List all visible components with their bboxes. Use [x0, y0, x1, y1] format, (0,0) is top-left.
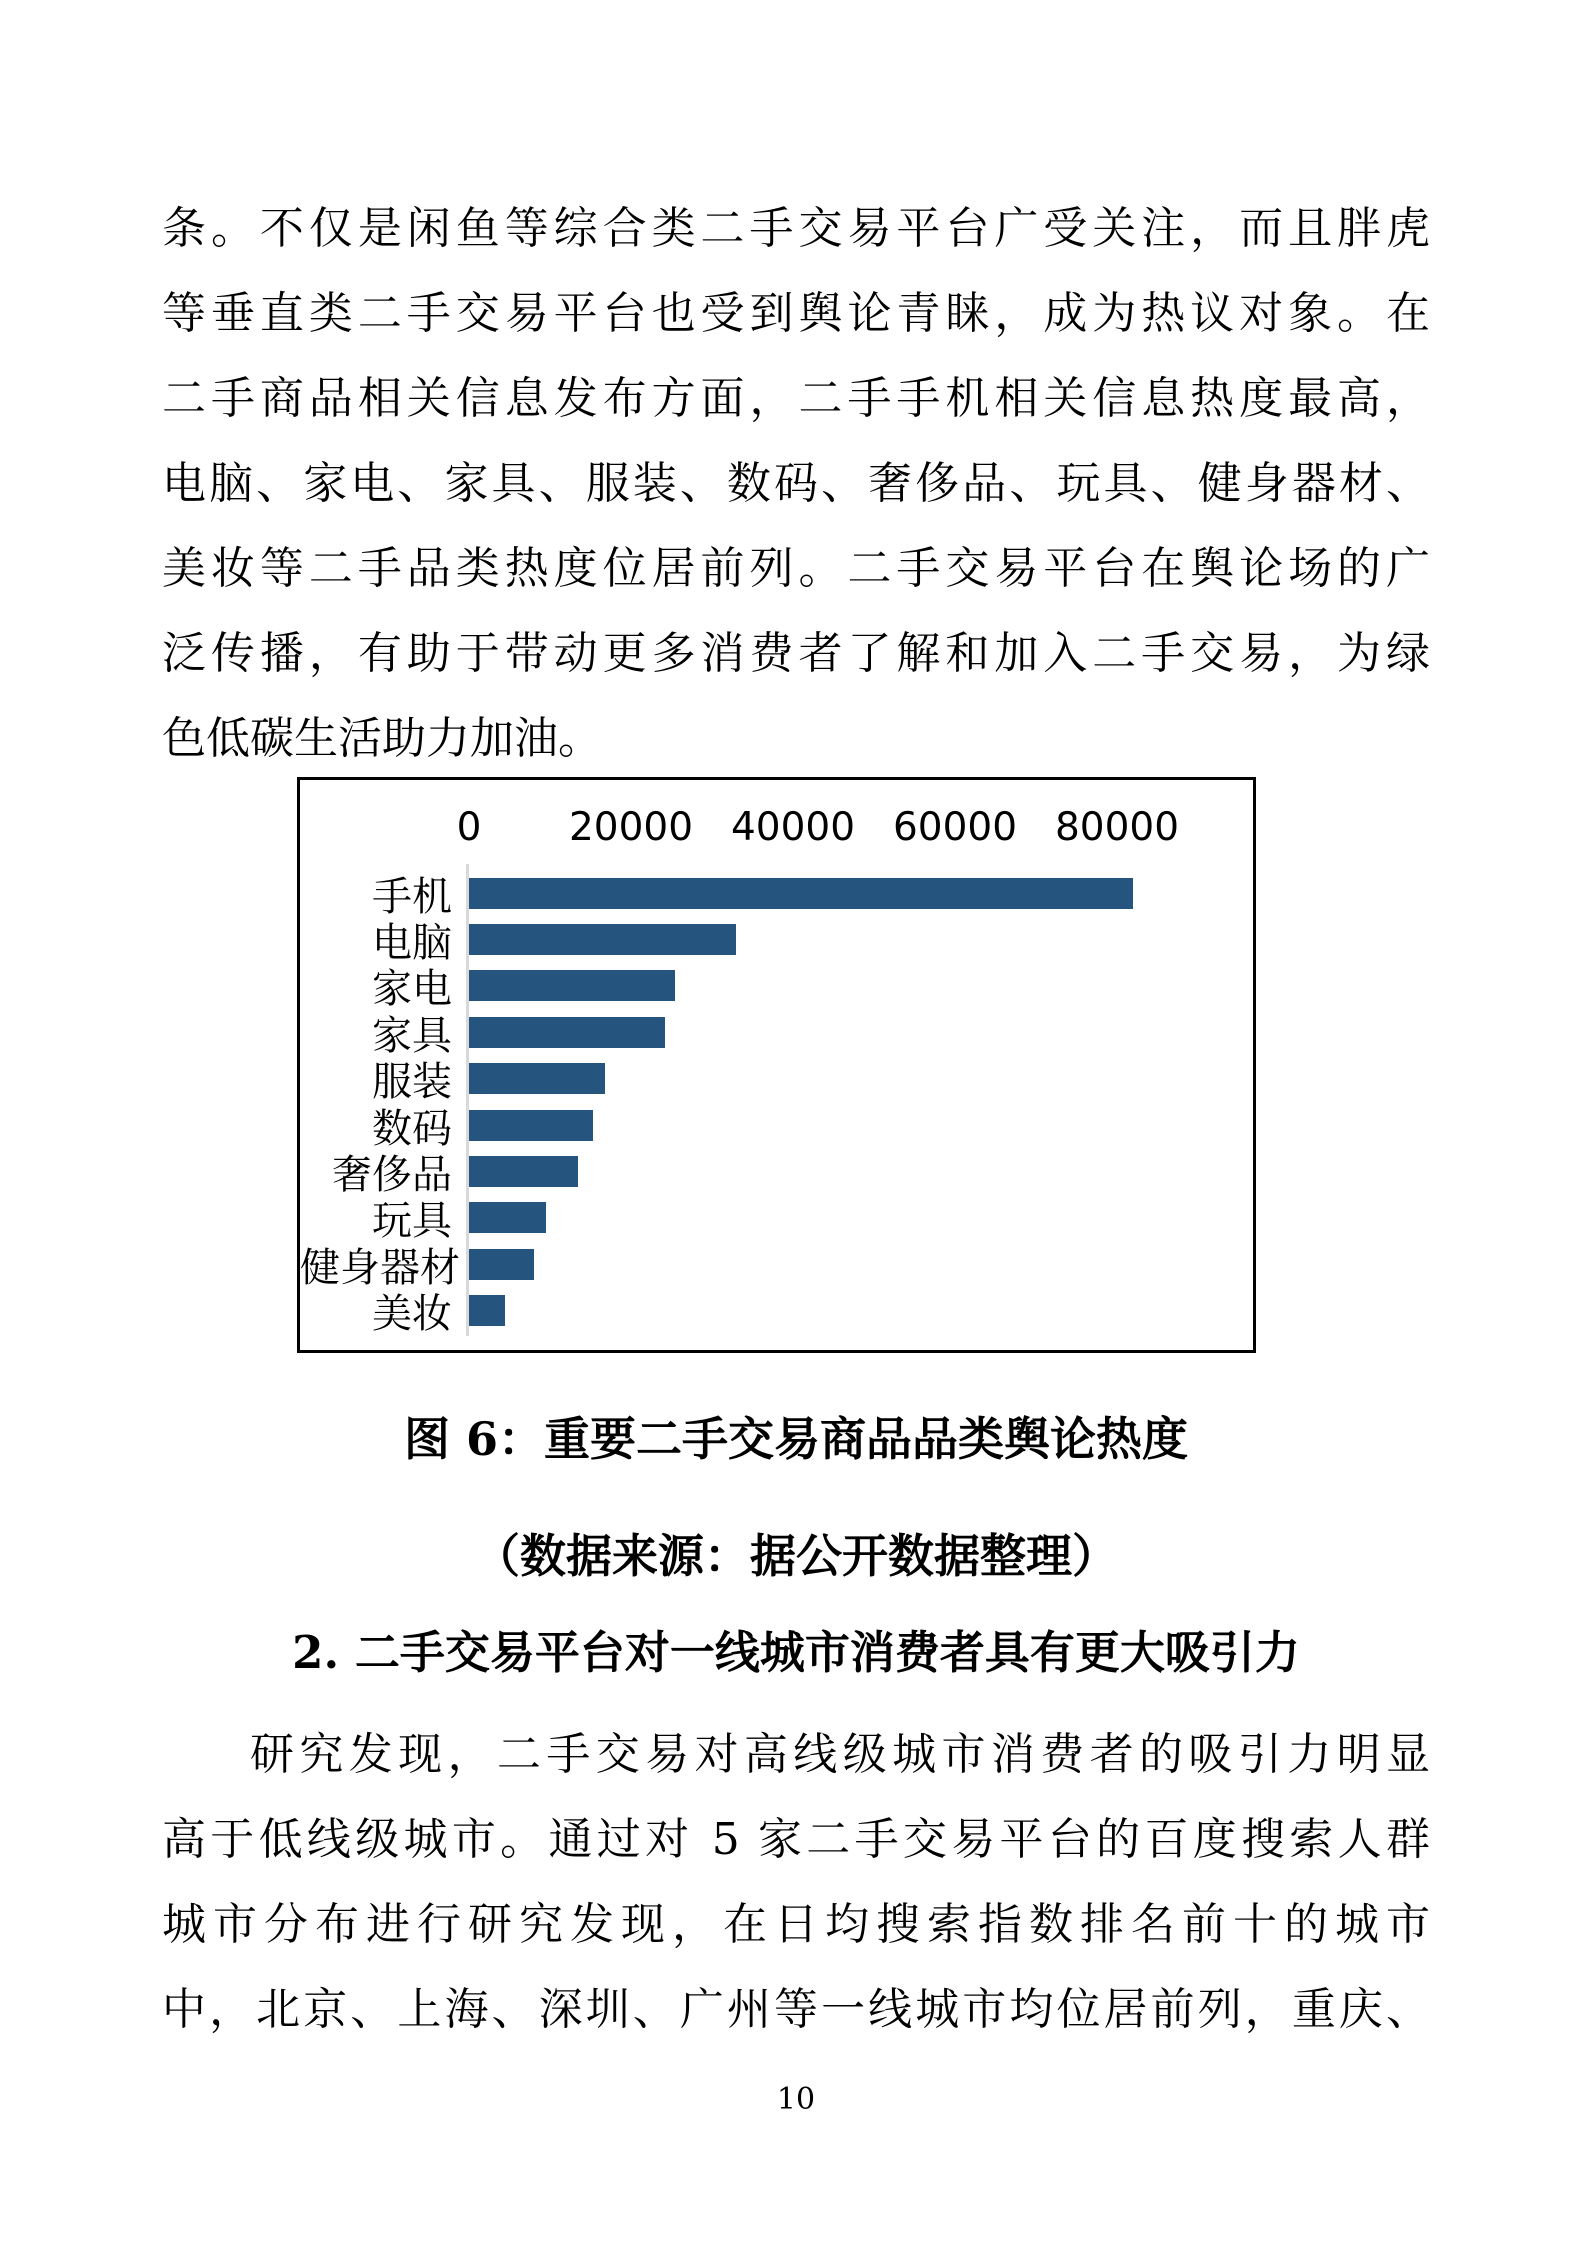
paragraph-2	[162, 1712, 1430, 2052]
section-heading: 2. 二手交易平台对一线城市消费者具有更大吸引力	[292, 1626, 1300, 1679]
figure-source: （数据来源：据公开数据整理）	[474, 1529, 1118, 1583]
paragraph-1	[162, 186, 1430, 781]
bar	[469, 1249, 534, 1280]
text-line: 等垂直类二手交易平台也受到舆论青睐，成为热议对象。在	[162, 288, 1430, 339]
bar	[469, 1110, 593, 1141]
chart-row	[300, 1009, 1253, 1059]
category-label: 家具	[372, 1012, 452, 1059]
chart-row	[300, 1148, 1253, 1199]
text-line: 研究发现，二手交易对高线级城市消费者的吸引力明显	[250, 1729, 1430, 1780]
category-label: 玩具	[372, 1198, 452, 1245]
chart-row	[300, 1195, 1253, 1245]
chart-plot-area	[300, 870, 1253, 1338]
text-line: 中，北京、上海、深圳、广州等一线城市均位居前列，重庆、	[162, 1984, 1430, 2035]
bar	[469, 878, 1133, 909]
bar	[469, 1202, 546, 1233]
text-line: 条。不仅是闲鱼等综合类二手交易平台广受关注，而且胖虎	[162, 203, 1430, 254]
chart-row	[300, 963, 1253, 1013]
text-line: 高于低线级城市。通过对 5 家二手交易平台的百度搜索人群	[162, 1814, 1430, 1865]
category-label: 家电	[372, 966, 452, 1013]
bar	[469, 1063, 605, 1094]
text-line: 电脑、家电、家具、服装、数码、奢侈品、玩具、健身器材、	[162, 458, 1430, 509]
x-axis	[300, 804, 1253, 852]
figure6-bar-chart	[297, 777, 1256, 1353]
category-label: 手机	[372, 873, 452, 920]
bar	[469, 1295, 505, 1326]
axis-tick-label: 20000	[568, 805, 694, 850]
category-label: 奢侈品	[332, 1152, 452, 1199]
figure-caption: 图 6：重要二手交易商品品类舆论热度	[403, 1412, 1189, 1466]
text-line: 城市分布进行研究发现，在日均搜索指数排名前十的城市	[162, 1899, 1430, 1950]
chart-row	[300, 870, 1253, 920]
chart-row	[300, 1241, 1253, 1291]
text-line: 二手商品相关信息发布方面，二手手机相关信息热度最高，	[162, 373, 1430, 424]
chart-row	[300, 1056, 1253, 1106]
text-line: 泛传播，有助于带动更多消费者了解和加入二手交易，为绿	[162, 628, 1430, 679]
chart-row	[300, 1288, 1253, 1338]
chart-row	[300, 1102, 1253, 1152]
text-line: 美妆等二手品类热度位居前列。二手交易平台在舆论场的广	[162, 543, 1430, 594]
axis-tick-label: 0	[456, 805, 482, 850]
axis-tick-label: 60000	[892, 805, 1018, 850]
text-line: 色低碳生活助力加油。	[162, 713, 602, 764]
category-label: 美妆	[372, 1291, 452, 1338]
axis-tick-label: 40000	[730, 805, 856, 850]
bar	[469, 970, 675, 1001]
category-label: 服装	[372, 1059, 452, 1106]
axis-tick-label: 80000	[1054, 805, 1180, 850]
page-number: 10	[776, 2082, 816, 2117]
bar	[469, 1017, 665, 1048]
chart-row	[300, 916, 1253, 967]
bar	[469, 924, 736, 955]
category-label: 数码	[372, 1105, 452, 1152]
bar	[469, 1156, 578, 1187]
category-label: 电脑	[372, 920, 452, 967]
category-label: 健身器材	[300, 1244, 460, 1291]
